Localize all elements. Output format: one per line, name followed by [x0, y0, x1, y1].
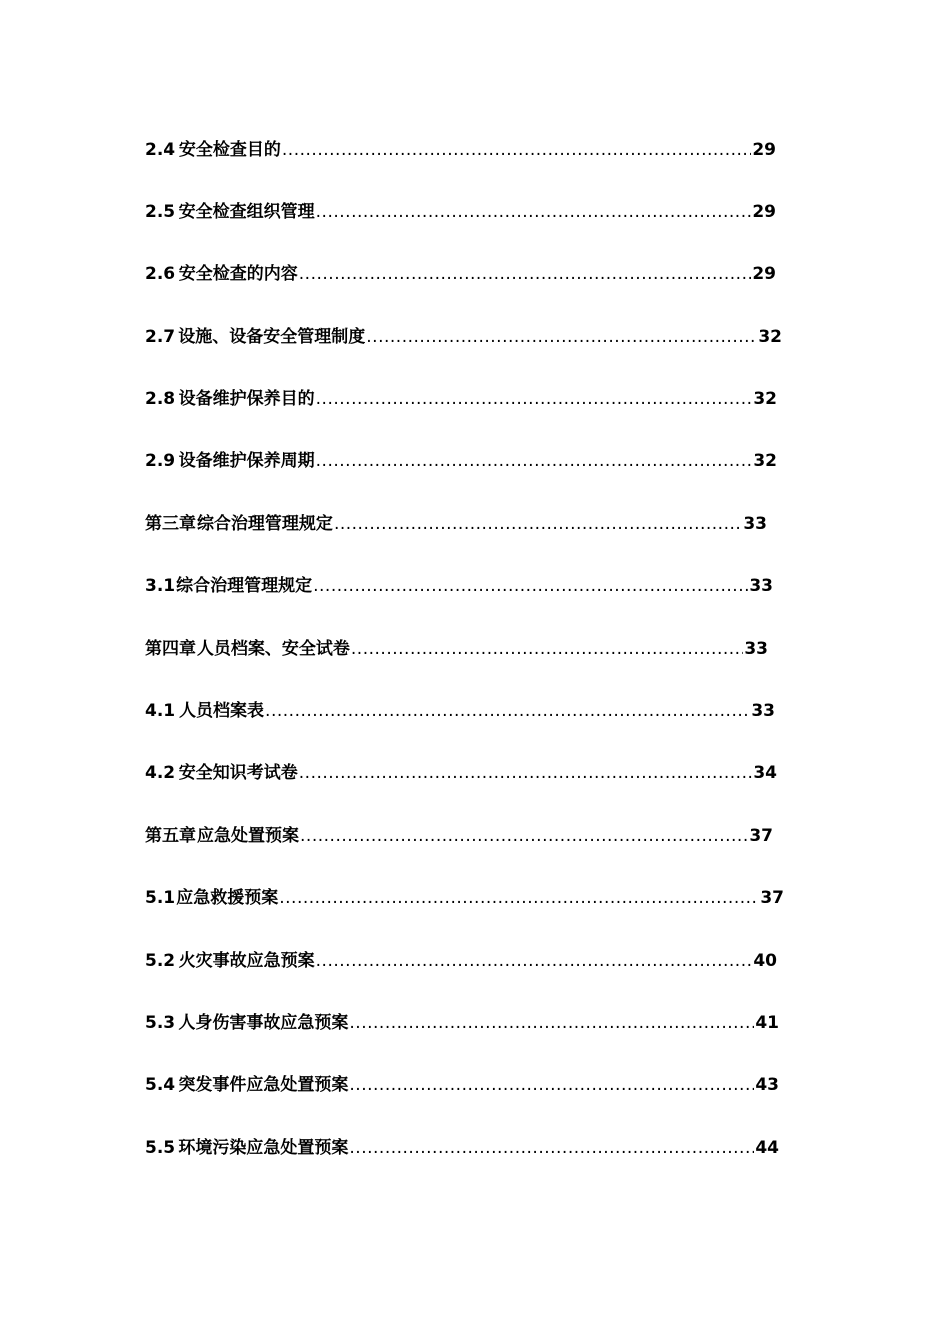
toc-entry-title: 人员档案、安全试卷	[196, 639, 350, 659]
toc-entry-5-4[interactable]	[145, 1072, 779, 1098]
toc-entry-5-1[interactable]	[145, 885, 784, 911]
toc-dot-leader	[316, 199, 752, 225]
toc-dot-leader	[265, 698, 750, 724]
toc-entry-2-4[interactable]	[145, 137, 776, 163]
toc-entry-number: 第三章	[145, 514, 196, 534]
toc-entry-title: 安全检查目的	[178, 140, 281, 160]
toc-entry-title: 设备维护保养周期	[178, 451, 315, 471]
toc-dot-leader	[316, 948, 753, 974]
toc-dot-leader	[349, 1135, 754, 1161]
toc-entry-number: 5.5	[145, 1138, 176, 1158]
toc-entry-number: 3.1	[145, 576, 176, 596]
toc-entry-number: 5.4	[145, 1075, 176, 1095]
toc-page-number: 33	[744, 639, 768, 659]
toc-entry-2-8[interactable]	[145, 386, 777, 412]
toc-entry-title: 综合治理管理规定	[196, 514, 333, 534]
toc-entry-title: 突发事件应急处置预案	[178, 1075, 349, 1095]
toc-page-number: 33	[751, 701, 775, 721]
toc-entry-2-7[interactable]	[145, 324, 782, 350]
toc-entry-2-6[interactable]	[145, 261, 776, 287]
toc-page-number: 41	[755, 1013, 779, 1033]
toc-entry-number: 5.1	[145, 888, 176, 908]
toc-dot-leader	[299, 760, 753, 786]
toc-dot-leader	[351, 636, 743, 662]
toc-page-number: 32	[753, 451, 777, 471]
toc-dot-leader	[300, 823, 748, 849]
toc-page-number: 40	[753, 951, 777, 971]
toc-page-number: 34	[753, 763, 777, 783]
toc-entry-title: 综合治理管理规定	[176, 576, 313, 596]
toc-entry-number: 2.9	[145, 451, 176, 471]
toc-entry-title: 安全检查的内容	[178, 264, 298, 284]
toc-page-number: 33	[743, 514, 767, 534]
toc-entry-5-2[interactable]	[145, 948, 777, 974]
toc-dot-leader	[282, 137, 751, 163]
toc-page-number: 32	[753, 389, 777, 409]
toc-entry-number: 第五章	[145, 826, 196, 846]
toc-entry-number: 2.8	[145, 389, 176, 409]
toc-entry-title: 应急处置预案	[197, 826, 300, 846]
toc-entry-title: 安全检查组织管理	[178, 202, 315, 222]
toc-page-number: 33	[749, 576, 773, 596]
toc-dot-leader	[334, 511, 742, 537]
toc-page-number: 37	[749, 826, 773, 846]
toc-page-number: 29	[752, 264, 776, 284]
toc-page-number: 29	[752, 202, 776, 222]
toc-entry-number: 5.2	[145, 951, 176, 971]
toc-entry-number: 2.5	[145, 202, 176, 222]
toc-dot-leader	[299, 261, 752, 287]
toc-entry-chapter-4[interactable]	[145, 636, 768, 662]
toc-entry-chapter-3[interactable]	[145, 511, 767, 537]
toc-page-number: 29	[752, 140, 776, 160]
toc-entry-title: 环境污染应急处置预案	[178, 1138, 349, 1158]
toc-entry-title: 人员档案表	[179, 701, 265, 721]
toc-entry-number: 5.3	[145, 1013, 176, 1033]
toc-entry-number: 2.7	[145, 327, 176, 347]
toc-entry-5-5[interactable]	[145, 1135, 779, 1161]
toc-entry-title: 安全知识考试卷	[178, 763, 298, 783]
toc-dot-leader	[313, 573, 748, 599]
toc-entry-2-9[interactable]	[145, 448, 777, 474]
toc-dot-leader	[349, 1010, 754, 1036]
toc-entry-3-1[interactable]	[145, 573, 773, 599]
toc-entry-number: 第四章	[145, 639, 196, 659]
toc-entry-title: 人身伤害事故应急预案	[178, 1013, 349, 1033]
toc-entry-number: 4.2	[145, 763, 176, 783]
toc-entry-number: 4.1	[145, 701, 176, 721]
toc-entry-5-3[interactable]	[145, 1010, 779, 1036]
toc-entry-title: 应急救援预案	[176, 888, 279, 908]
toc-dot-leader	[349, 1072, 754, 1098]
toc-entry-number: 2.4	[145, 140, 176, 160]
toc-dot-leader	[279, 885, 759, 911]
toc-entry-title: 设施、设备安全管理制度	[178, 327, 366, 347]
toc-dot-leader	[316, 448, 753, 474]
toc-entry-4-1[interactable]	[145, 698, 775, 724]
toc-page-number: 44	[755, 1138, 779, 1158]
toc-page-number: 32	[758, 327, 782, 347]
toc-entry-4-2[interactable]	[145, 760, 777, 786]
toc-entry-2-5[interactable]	[145, 199, 776, 225]
toc-dot-leader	[316, 386, 753, 412]
toc-page-number: 37	[760, 888, 784, 908]
toc-dot-leader	[366, 324, 757, 350]
toc-page-number: 43	[755, 1075, 779, 1095]
toc-entry-chapter-5[interactable]	[145, 823, 773, 849]
toc-entry-title: 火灾事故应急预案	[178, 951, 315, 971]
toc-entry-title: 设备维护保养目的	[178, 389, 315, 409]
toc-entry-number: 2.6	[145, 264, 176, 284]
